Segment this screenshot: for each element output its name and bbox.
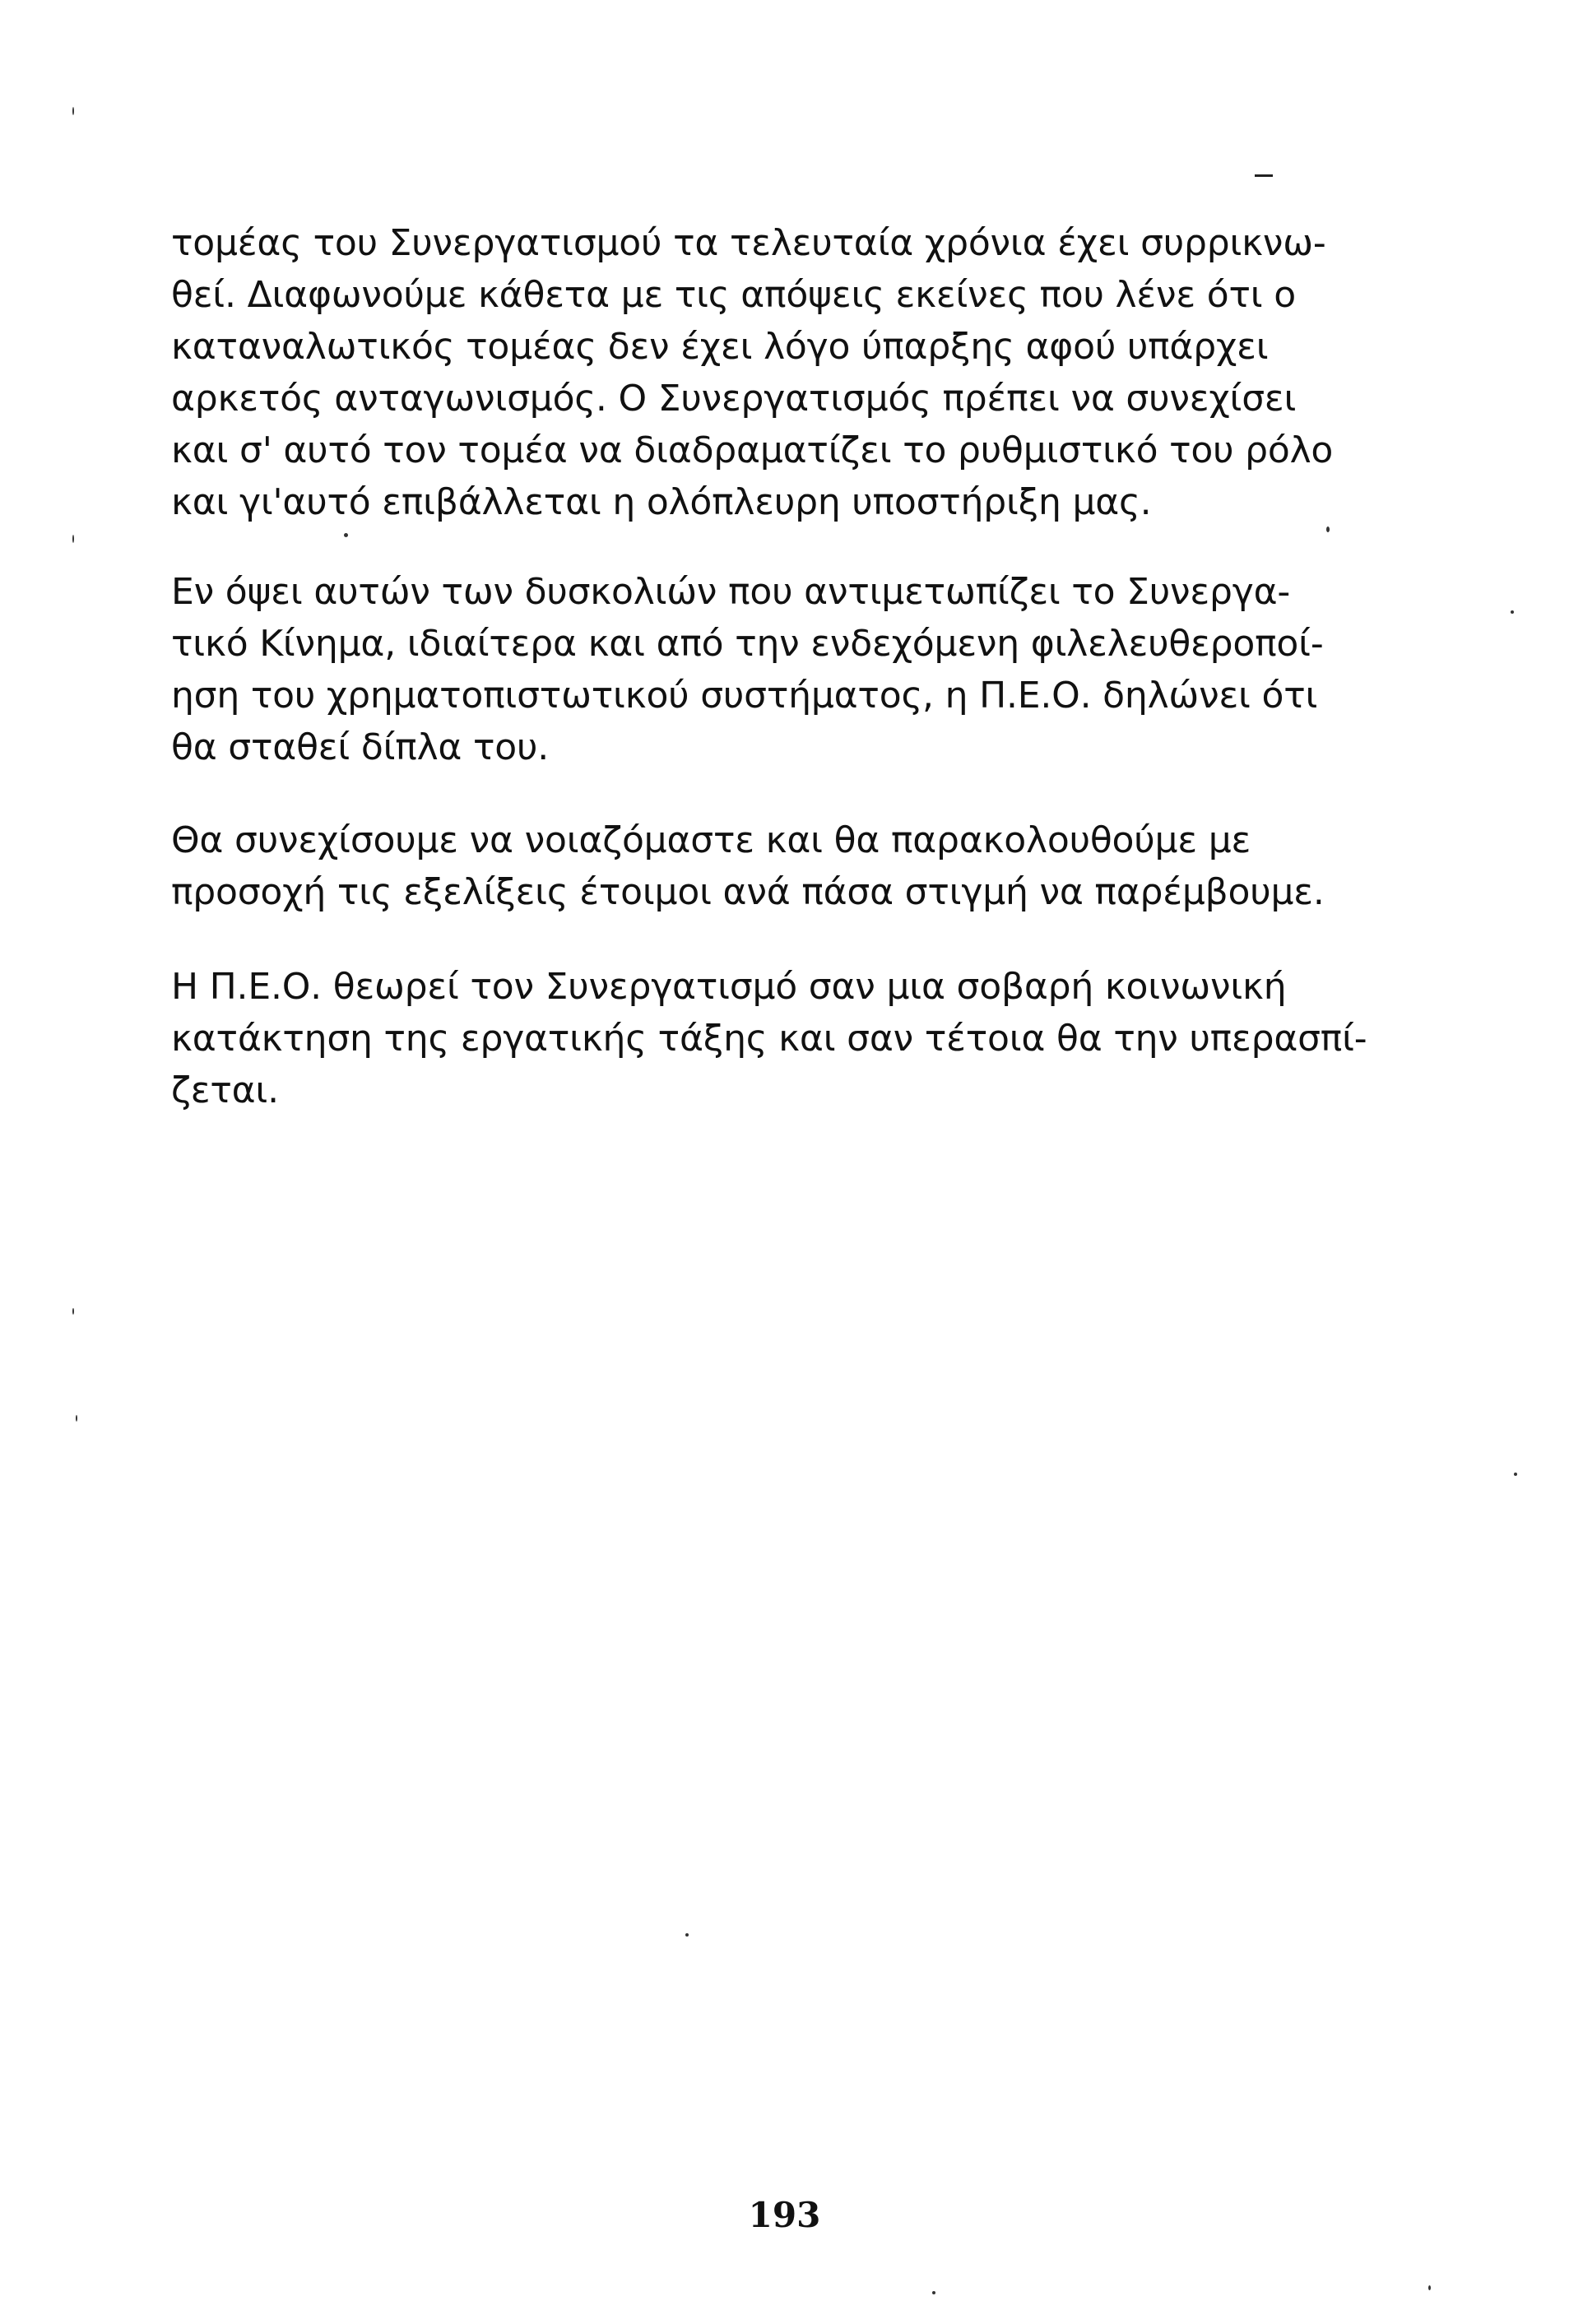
scan-speck bbox=[72, 1308, 74, 1315]
scan-speck bbox=[932, 2291, 935, 2294]
scan-speck bbox=[72, 107, 74, 115]
scan-speck bbox=[1428, 2285, 1431, 2290]
paragraph-4 bbox=[171, 961, 1413, 1116]
paragraph-line: Θα συνεχίσουμε να νοιαζόμαστε και θα παρακολουθούμε με bbox=[171, 819, 1251, 861]
scan-speck bbox=[685, 1933, 689, 1937]
paragraph-1 bbox=[171, 217, 1413, 528]
paragraph-line: και σ' αυτό τον τομέα να διαδραματίζει το ρυθμιστικό του ρόλο bbox=[171, 429, 1334, 471]
paragraph-line: προσοχή τις εξελίξεις έτοιμοι ανά πάσα στιγμή να παρέμβουμε. bbox=[171, 871, 1325, 913]
paragraph-line: ζεται. bbox=[171, 1069, 279, 1111]
scan-speck bbox=[1514, 1473, 1517, 1476]
paragraph-line: αρκετός ανταγωνισμός. Ο Συνεργατισμός πρέπει να συνεχίσει bbox=[171, 378, 1297, 420]
scan-speck bbox=[72, 535, 74, 543]
paragraph-line: κατάκτηση της εργατικής τάξης και σαν τέτοια θα την υπερασπί- bbox=[171, 1018, 1367, 1060]
scan-mark bbox=[1255, 174, 1273, 177]
paragraph-2 bbox=[171, 566, 1413, 773]
paragraph-3 bbox=[171, 814, 1413, 918]
paragraph-line: ηση του χρηματοπιστωτικού συστήματος, η Π.Ε.Ο. δηλώνει ότι bbox=[171, 675, 1318, 717]
paragraph-line: και γι'αυτό επιβάλλεται η ολόπλευρη υποστήριξη μας. bbox=[171, 481, 1152, 523]
scan-speck bbox=[76, 1415, 77, 1422]
scan-speck bbox=[344, 533, 348, 537]
paragraph-line: τομέας του Συνεργατισμού τα τελευταία χρόνια έχει συρρικνω- bbox=[171, 222, 1326, 264]
page-number: 193 bbox=[748, 2195, 821, 2235]
paragraph-line: θεί. Διαφωνούμε κάθετα με τις απόψεις εκείνες που λένε ότι ο bbox=[171, 274, 1296, 316]
paragraph-line: Εν όψει αυτών των δυσκολιών που αντιμετωπίζει το Συνεργα- bbox=[171, 571, 1291, 613]
paragraph-line: τικό Κίνημα, ιδιαίτερα και από την ενδεχόμενη φιλελευθεροποί- bbox=[171, 623, 1324, 665]
scan-speck bbox=[1511, 610, 1514, 614]
paragraph-line: Η Π.Ε.Ο. θεωρεί τον Συνεργατισμό σαν μια σοβαρή κοινωνική bbox=[171, 966, 1287, 1008]
paragraph-line: καταναλωτικός τομέας δεν έχει λόγο ύπαρξης αφού υπάρχει bbox=[171, 326, 1269, 368]
paragraph-line: θα σταθεί δίπλα του. bbox=[171, 726, 550, 768]
